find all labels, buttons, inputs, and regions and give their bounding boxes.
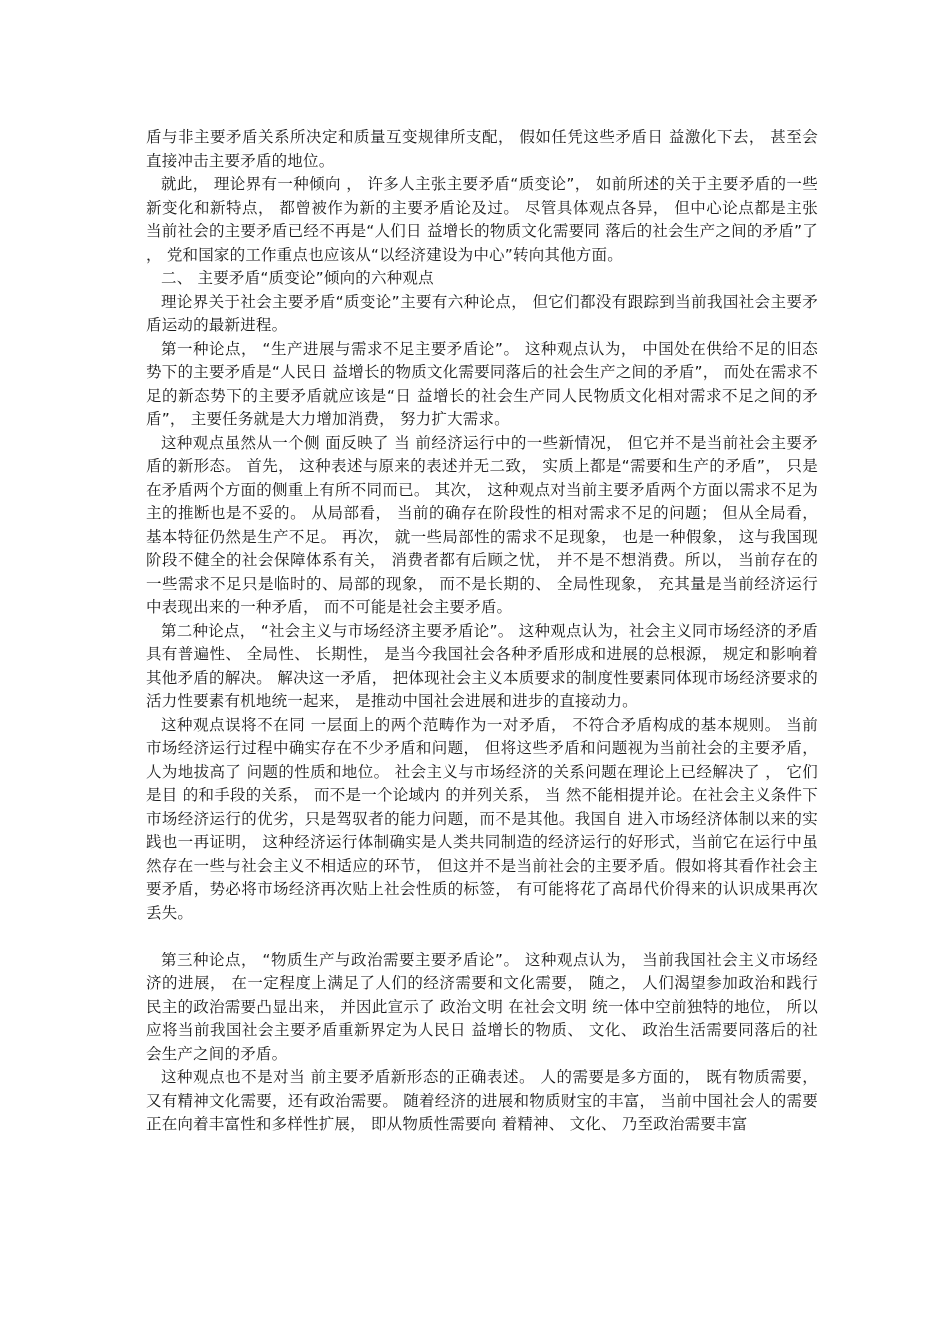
paragraph-view-three: 第三种论点， “物质生产与政治需要主要矛盾论”。 这种观点认为， 当前我国社会主义市场经济的进展， 在一定程度上满足了人们的经济需要和文化需要， 随之， 人们渴望参加政治和践行民主的政治需要凸显出来， 并因此宣示了 政治文明 在社会文明 统一体中空前独特的地位， 所以应将当前我国社会主要矛盾重新界定为人民日 益增长的物质、 文化、 政治生活需要同落后的社会生产之间的矛盾。: [146, 950, 818, 1063]
section-heading: 二、 主要矛盾“质变论”倾向的六种观点: [161, 269, 434, 287]
paragraph-six-views-intro: 理论界关于社会主要矛盾“质变论”主要有六种论点， 但它们都没有跟踪到当前我国社会主要矛盾运动的最新进程。: [146, 292, 818, 334]
document-body: [146, 126, 818, 1137]
paragraph-continuation: 盾与非主要矛盾关系所决定和质量互变规律所支配， 假如任凭这些矛盾日 益激化下去， 甚至会直接冲击主要矛盾的地位。: [146, 128, 818, 170]
paragraph-view-three-critique: 这种观点也不是对当 前主要矛盾新形态的正确表述。 人的需要是多方面的， 既有物质需要，又有精神文化需要，还有政治需要。 随着经济的进展和物质财宝的丰富， 当前中国社会人的需要正在向着丰富性和多样性扩展， 即从物质性需要向 着精神、 文化、 乃至政治需要丰富: [146, 1068, 818, 1133]
paragraph-view-two-critique: 这种观点误将不在同 一层面上的两个范畴作为一对矛盾， 不符合矛盾构成的基本规则。 当前市场经济运行过程中确实存在不少矛盾和问题， 但将这些矛盾和问题视为当前社会的主要矛盾， 人为地拔高了 问题的性质和地位。 社会主义与市场经济的关系问题在理论上已经解决了 ， 它们是目 的和手段的关系， 而不是一个论域内 的并列关系， 当 然不能相提并论。在社会主义条件下市场经济运行的优劣，只是驾驭者的能力问题，而不是其他。我国自 进入市场经济体制以来的实践也一再证明， 这种经济运行体制确实是人类共同制造的经济运行的好形式，当前它在运行中虽然存在一些与社会主义不相适应的环节， 但这并不是当前社会的主要矛盾。假如将其看作社会主要矛盾，势必将市场经济再次贴上社会性质的标签， 有可能将花了高昂代价得来的认识成果再次丢失。: [146, 715, 818, 922]
paragraph-view-one-critique: 这种观点虽然从一个侧 面反映了 当 前经济运行中的一些新情况， 但它并不是当前社会主要矛盾的新形态。 首先， 这种表述与原来的表述并无二致， 实质上都是“需要和生产的矛盾”， 只是在矛盾两个方面的侧重上有所不同而已。 其次， 这种观点对当前主要矛盾两个方面以需求不足为主的推断也是不妥的。 从局部看， 当前的确存在阶段性的相对需求不足的问题； 但从全局看，基本特征仍然是生产不足。 再次， 就一些局部性的需求不足现象， 也是一种假象， 这与我国现阶段不健全的社会保障体系有关， 消费者都有后顾之忧， 并不是不想消费。所以， 当前存在的一些需求不足只是临时的、局部的现象， 而不是长期的、 全局性现象， 充其量是当前经济运行中表现出来的一种矛盾， 而不可能是社会主要矛盾。: [146, 433, 818, 616]
paragraph-tendency: 就此， 理论界有一种倾向 ， 许多人主张主要矛盾“质变论”， 如前所述的关于主要矛盾的一些新变化和新特点， 都曾被作为新的主要矛盾论及过。 尽管具体观点各异， 但中心论点都是主张当前社会的主要矛盾已经不再是“人们日 益增长的物质文化需要同 落后的社会生产之间的矛盾”了 ， 党和国家的工作重点也应该从“以经济建设为中心”转向其他方面。: [146, 175, 818, 264]
paragraph-view-two: 第二种论点， “社会主义与市场经济主要矛盾论”。 这种观点认为，社会主义同市场经济的矛盾具有普遍性、 全局性、 长期性， 是当今我国社会各种矛盾形成和进展的总根源， 规定和影响着其他矛盾的解决。 解决这一矛盾， 把体现社会主义本质要求的制度性要素同体现市场经济要求的活力性要素有机地统一起来， 是推动中国社会进展和进步的直接动力。: [146, 621, 818, 710]
paragraph-view-one: 第一种论点， “生产进展与需求不足主要矛盾论”。 这种观点认为， 中国处在供给不足的旧态势下的主要矛盾是“人民日 益增长的物质文化需要同落后的社会生产之间的矛盾”， 而处在需求不足的新态势下的主要矛盾就应该是“日 益增长的社会生产同人民物质文化相对需求不足之间的矛盾”， 主要任务就是大力增加消费， 努力扩大需求。: [146, 339, 818, 428]
